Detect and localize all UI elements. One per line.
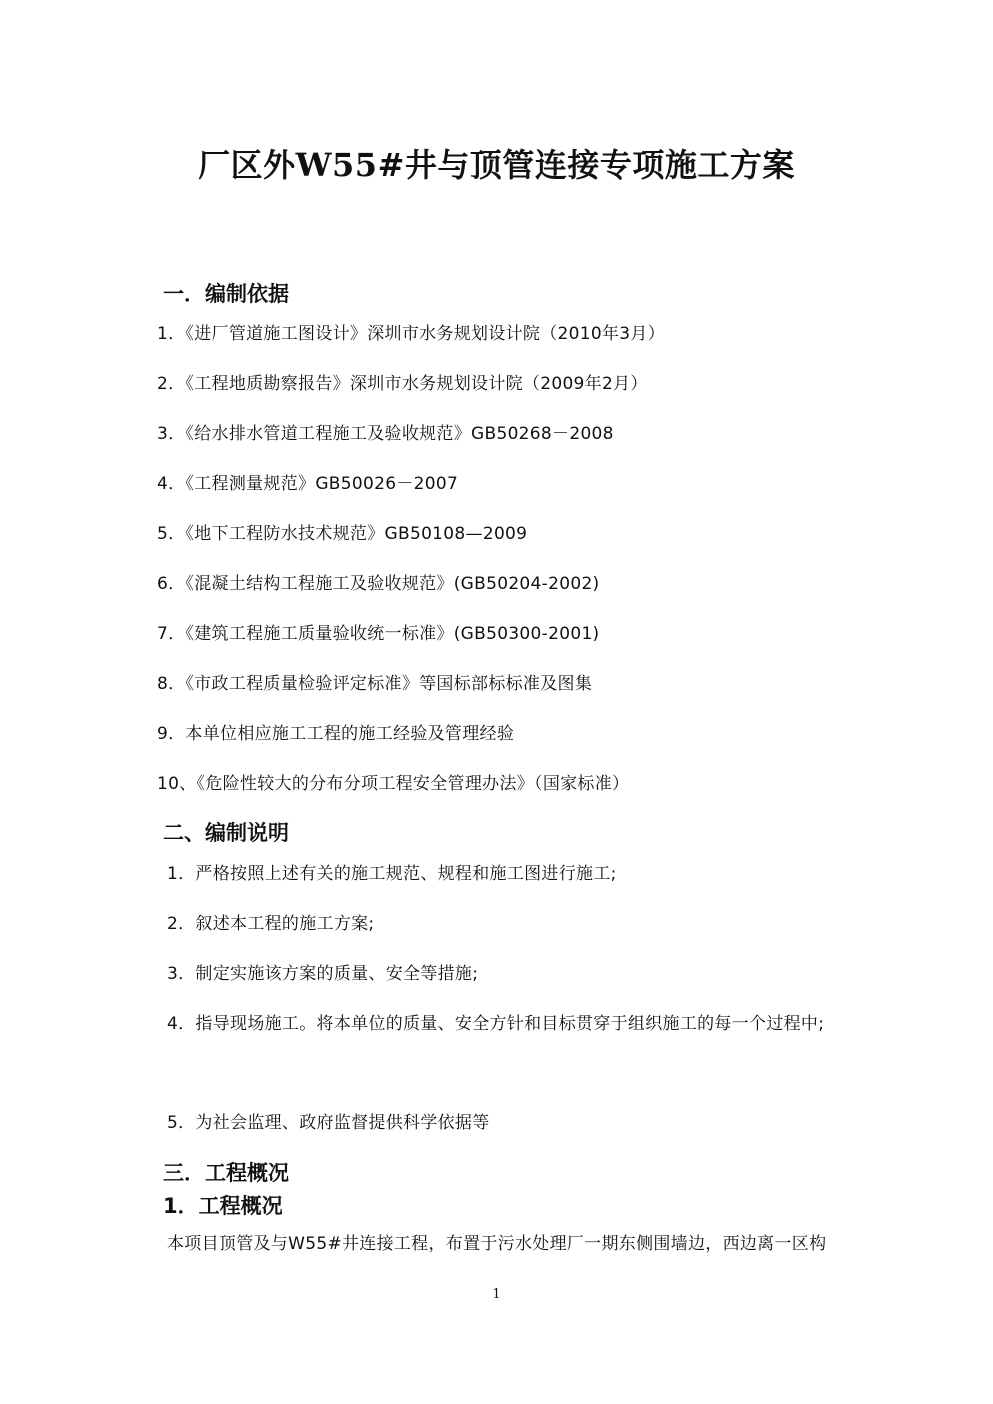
section-1-heading: 一．编制依据 xyxy=(163,282,289,306)
basis-item-3: 3．《给水排水管道工程施工及验收规范》GB50268－2008 xyxy=(157,424,614,444)
section-2-heading: 二、编制说明 xyxy=(163,821,289,845)
section-3-subheading: 1．工程概况 xyxy=(163,1194,283,1218)
basis-item-1: 1．《进厂管道施工图设计》深圳市水务规划设计院（2010年3月） xyxy=(157,324,665,344)
basis-item-10: 10、《危险性较大的分布分项工程安全管理办法》（国家标准） xyxy=(157,774,630,794)
note-item-3: 3．制定实施该方案的质量、安全等措施; xyxy=(167,964,479,984)
basis-item-4: 4．《工程测量规范》GB50026－2007 xyxy=(157,474,459,494)
basis-item-7: 7．《建筑工程施工质量验收统一标准》(GB50300-2001) xyxy=(157,624,600,644)
basis-item-9: 9．本单位相应施工工程的施工经验及管理经验 xyxy=(157,724,515,744)
basis-item-6: 6．《混凝土结构工程施工及验收规范》(GB50204-2002) xyxy=(157,574,600,594)
note-item-5: 5．为社会监理、政府监督提供科学依据等 xyxy=(167,1113,490,1133)
page-number: 1 xyxy=(492,1287,501,1302)
basis-item-5: 5．《地下工程防水技术规范》GB50108—2009 xyxy=(157,524,528,544)
basis-item-8: 8．《市政工程质量检验评定标准》等国标部标标准及图集 xyxy=(157,674,593,694)
section-3-heading: 三．工程概况 xyxy=(163,1161,289,1185)
document-title: 厂区外W55#井与顶管连接专项施工方案 xyxy=(198,146,795,184)
note-item-4: 4．指导现场施工。将本单位的质量、安全方针和目标贯穿于组织施工的每一个过程中; xyxy=(167,1014,825,1034)
note-item-2: 2．叙述本工程的施工方案; xyxy=(167,914,375,934)
basis-item-2: 2．《工程地质勘察报告》深圳市水务规划设计院（2009年2月） xyxy=(157,374,648,394)
note-item-1: 1．严格按照上述有关的施工规范、规程和施工图进行施工; xyxy=(167,864,617,884)
overview-paragraph: 本项目顶管及与W55#井连接工程，布置于污水处理厂一期东侧围墙边，西边离一区构 xyxy=(167,1234,827,1254)
